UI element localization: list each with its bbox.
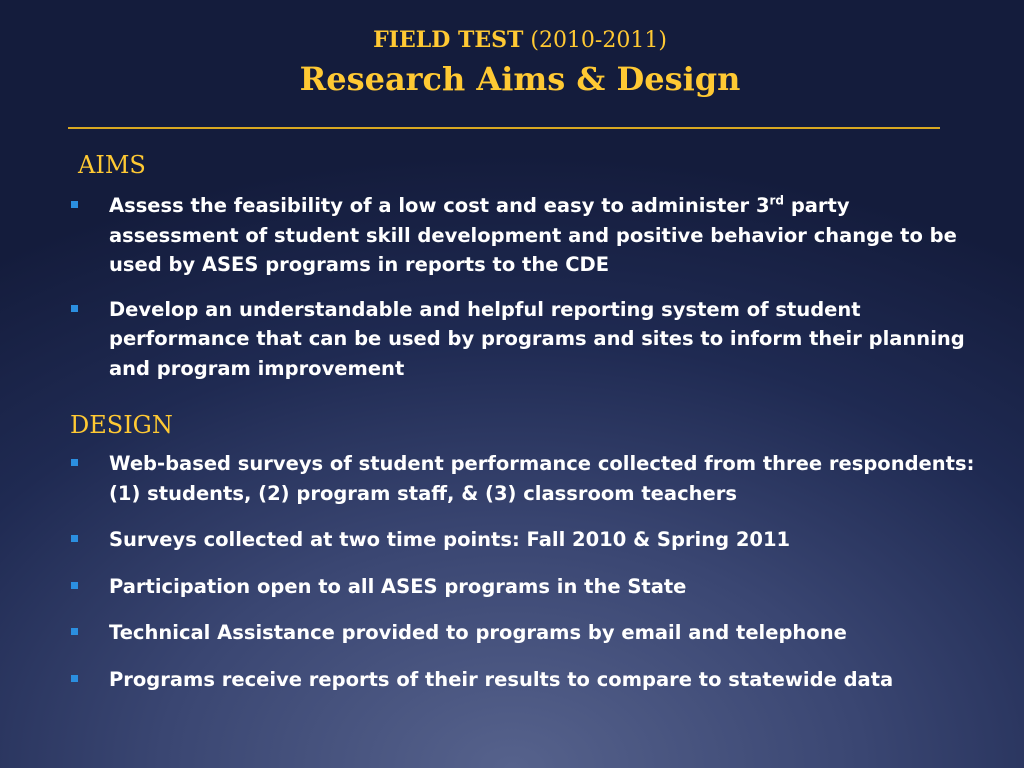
square-bullet-icon	[71, 201, 78, 208]
design-item-5-text: Programs receive reports of their results to compare to statewide data	[109, 667, 894, 691]
title-subheading	[0, 24, 1024, 57]
design-item-2	[0, 525, 1024, 555]
square-bullet-icon	[71, 582, 78, 589]
aims-item-1	[0, 191, 1024, 280]
aims-item-2	[0, 295, 1024, 384]
square-bullet-icon	[71, 675, 78, 682]
aims-item-1-text-b: party assessment of student skill development and positive behavior change to be used by ASES programs in reports to the CDE	[109, 194, 957, 276]
title-prefix: FIELD TEST	[373, 27, 524, 53]
design-item-1-text: Web-based surveys of student performance collected from three respondents: (1) students, (2) program staff, & (3) classroom teachers	[109, 452, 975, 505]
square-bullet-icon	[71, 459, 78, 466]
title-years: (2010-2011)	[530, 28, 667, 53]
aims-item-2-text: Develop an understandable and helpful reporting system of student performance that can be used by programs and sites to inform their planning and program improvement	[109, 297, 965, 380]
design-item-4	[0, 618, 1024, 648]
aims-list	[0, 191, 1024, 383]
design-item-5	[0, 665, 1024, 695]
slide-title	[0, 24, 1024, 101]
aims-item-1-text-a: Assess the feasibility of a low cost and easy to administer 3	[109, 194, 770, 217]
square-bullet-icon	[71, 535, 78, 542]
title-divider	[68, 127, 940, 129]
design-item-1	[0, 449, 1024, 508]
aims-heading: AIMS	[78, 151, 146, 179]
design-list	[0, 449, 1024, 694]
title-main: Research Aims & Design	[299, 60, 741, 98]
square-bullet-icon	[71, 305, 78, 312]
design-item-3	[0, 572, 1024, 602]
square-bullet-icon	[71, 628, 78, 635]
design-item-4-text: Technical Assistance provided to programs by email and telephone	[109, 621, 847, 644]
design-heading: DESIGN	[70, 411, 173, 439]
design-item-3-text: Participation open to all ASES programs in the State	[109, 574, 687, 598]
design-item-2-text: Surveys collected at two time points: Fall 2010 & Spring 2011	[109, 528, 791, 551]
aims-item-1-superscript: rd	[769, 193, 785, 208]
